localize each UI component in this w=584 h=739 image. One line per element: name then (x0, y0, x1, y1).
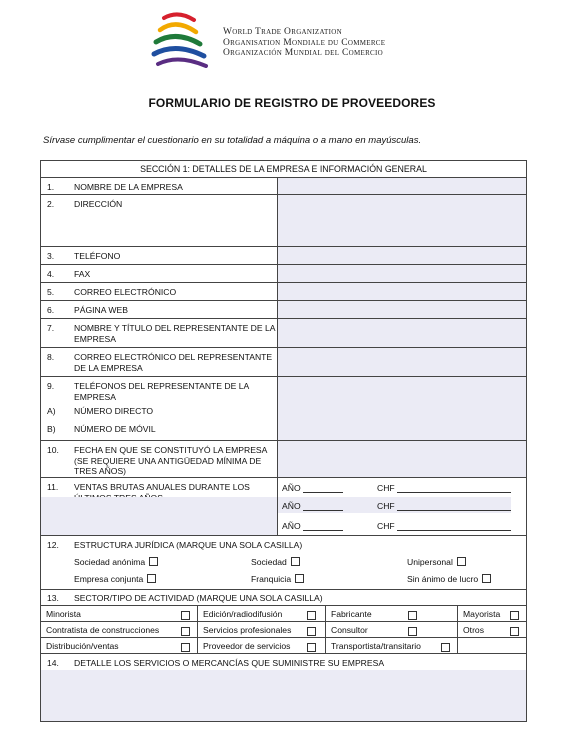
checkbox[interactable] (295, 574, 304, 583)
row-services-detail (41, 653, 526, 721)
row-number: 10. (47, 445, 59, 455)
representative-phones-field[interactable] (277, 377, 526, 440)
option-mayorista: Mayorista (463, 609, 501, 619)
option-unipersonal[interactable] (407, 557, 466, 567)
row-representative-name (41, 318, 526, 347)
row-label: ESTRUCTURA JURÍDICA (MARQUE UNA SOLA CASILLA) (74, 540, 303, 550)
checkbox-otros[interactable] (510, 627, 519, 636)
checkbox-minorista[interactable] (181, 611, 190, 620)
grid-divider (197, 606, 198, 653)
website-field[interactable] (277, 301, 526, 318)
row-label: DIRECCIÓN (74, 199, 123, 209)
org-name-en: World Trade Organization (223, 27, 342, 37)
fax-field[interactable] (277, 265, 526, 282)
year-label: AÑO (282, 521, 301, 531)
checkbox-mayorista[interactable] (510, 611, 519, 620)
representative-name-field[interactable] (277, 319, 526, 347)
organization-names (223, 27, 385, 59)
checkbox-servicios-profesionales[interactable] (307, 627, 316, 636)
checkbox-proveedor-servicios[interactable] (307, 643, 316, 652)
company-name-field[interactable] (277, 178, 526, 194)
grid-divider (457, 606, 458, 653)
row-number: 3. (47, 251, 55, 261)
logo-arc-yellow (160, 24, 196, 32)
row-website (41, 300, 526, 318)
row-fax (41, 264, 526, 282)
logo-arc-red (164, 14, 194, 20)
option-franquicia[interactable] (251, 574, 304, 584)
option-label: Empresa conjunta (74, 574, 144, 584)
option-label: Sociedad anónima (74, 557, 146, 567)
logo-arc-green (156, 36, 200, 44)
logo-arc-blue (154, 48, 204, 56)
row-founding-date (41, 440, 526, 477)
year-2-input[interactable] (303, 510, 343, 511)
option-edicion: Edición/radiodifusión (203, 609, 283, 619)
checkbox-edicion[interactable] (307, 611, 316, 620)
section-heading: SECCIÓN 1: DETALLES DE LA EMPRESA E INFORMACIÓN GENERAL (140, 164, 427, 174)
row-label: CORREO ELECTRÓNICO (74, 287, 177, 297)
checkbox-distribucion[interactable] (181, 643, 190, 652)
row-email (41, 282, 526, 300)
option-distribucion: Distribución/ventas (46, 641, 119, 651)
row-label: FECHA EN QUE SE CONSTITUYÓ LA EMPRESA (SE REQUIERE UNA ANTIGÜEDAD MÍNIMA DE TRES AÑOS) (74, 445, 267, 476)
option-consultor: Consultor (331, 625, 368, 635)
option-label: Franquicia (251, 574, 292, 584)
option-minorista: Minorista (46, 609, 81, 619)
row-number: 14. (47, 658, 59, 668)
sales-1-input[interactable] (397, 492, 511, 493)
checkbox-transportista[interactable] (441, 643, 450, 652)
option-contratista: Contratista de construcciones (46, 625, 160, 635)
form-instructions: Sírvase cumplimentar el cuestionario en su totalidad a máquina o a mano en mayúsculas. (43, 135, 422, 146)
option-fabricante: Fabricante (331, 609, 372, 619)
option-otros: Otros (463, 625, 485, 635)
row-legal-structure (41, 535, 526, 589)
row-number: 12. (47, 540, 59, 550)
option-sociedad[interactable] (251, 557, 300, 567)
row-representative-email (41, 347, 526, 376)
row-label: TELÉFONOS DEL REPRESENTANTE DE LA EMPRESA (74, 381, 249, 402)
row-annual-sales (41, 477, 526, 535)
row-label: DETALLE LOS SERVICIOS O MERCANCÍAS QUE SUMINISTRE SU EMPRESA (74, 658, 385, 668)
phone-field[interactable] (277, 247, 526, 264)
representative-email-field[interactable] (277, 348, 526, 376)
direct-number-label: NÚMERO DIRECTO (74, 406, 154, 416)
option-empresa-conjunta[interactable] (74, 574, 156, 584)
row-label: VENTAS BRUTAS ANUALES DURANTE LOS (74, 482, 250, 492)
row-number: 11. (47, 482, 59, 492)
row-label: PÁGINA WEB (74, 305, 128, 315)
checkbox[interactable] (149, 557, 158, 566)
logo-arc-purple (158, 59, 206, 66)
email-field[interactable] (277, 283, 526, 300)
org-name-es: Organización Mundial del Comercio (223, 48, 383, 58)
row-number: 4. (47, 269, 55, 279)
row-number: 13. (47, 593, 59, 603)
row-label: CORREO ELECTRÓNICO DEL REPRESENTANTE DE LA EMPRESA (74, 352, 273, 373)
registration-form (40, 160, 527, 722)
option-servicios-profesionales: Servicios profesionales (203, 625, 292, 635)
row-label: TELÉFONO (74, 251, 121, 261)
year-label: AÑO (282, 501, 301, 511)
checkbox-fabricante[interactable] (408, 611, 417, 620)
option-label: Sociedad (251, 557, 287, 567)
wto-logo (150, 12, 212, 68)
option-transportista: Transportista/transitario (331, 641, 421, 651)
form-title: FORMULARIO DE REGISTRO DE PROVEEDORES (148, 96, 436, 110)
year-3-input[interactable] (303, 530, 343, 531)
option-label: Sin ánimo de lucro (407, 574, 479, 584)
row-number: 8. (47, 352, 55, 362)
sub-number: B) (47, 424, 56, 434)
currency-label: CHF (377, 521, 395, 531)
founding-date-field[interactable] (277, 441, 526, 477)
option-sin-animo-de-lucro[interactable] (407, 574, 491, 584)
checkbox[interactable] (147, 574, 156, 583)
row-company-name (41, 177, 526, 194)
checkbox[interactable] (291, 557, 300, 566)
sector-options-grid (41, 605, 526, 653)
row-label: NOMBRE DE LA EMPRESA (74, 182, 183, 192)
option-sociedad-anonima[interactable] (74, 557, 158, 567)
address-field[interactable] (277, 195, 526, 246)
grid-divider (325, 606, 326, 653)
sub-number: A) (47, 406, 56, 416)
row-label: SECTOR/TIPO DE ACTIVIDAD (MARQUE UNA SOLA CASILLA) (74, 593, 323, 603)
row-label: NOMBRE Y TÍTULO DEL REPRESENTANTE DE LA EMPRESA (74, 323, 276, 344)
row-representative-phones (41, 376, 526, 440)
row-number: 7. (47, 323, 55, 333)
row-address (41, 194, 526, 246)
checkbox[interactable] (457, 557, 466, 566)
row-sector (41, 589, 526, 605)
grid-rule (41, 621, 526, 622)
year-label: AÑO (282, 483, 301, 493)
row-number: 1. (47, 182, 55, 192)
annual-sales-shading (41, 497, 277, 536)
option-proveedor-servicios: Proveedor de servicios (203, 641, 291, 651)
row-phone (41, 246, 526, 264)
checkbox[interactable] (482, 574, 491, 583)
grid-rule (41, 637, 526, 638)
currency-label: CHF (377, 501, 395, 511)
row-number: 2. (47, 199, 55, 209)
checkbox-consultor[interactable] (408, 627, 417, 636)
sales-2-input[interactable] (397, 510, 511, 511)
sales-3-input[interactable] (397, 530, 511, 531)
checkbox-contratista[interactable] (181, 627, 190, 636)
row-number: 6. (47, 305, 55, 315)
year-1-input[interactable] (303, 492, 343, 493)
row-number: 9. (47, 381, 55, 391)
org-name-fr: Organisation Mondiale du Commerce (223, 37, 386, 48)
mobile-number-label: NÚMERO DE MÓVIL (74, 424, 156, 434)
services-detail-field[interactable] (41, 670, 526, 721)
option-label: Unipersonal (407, 557, 453, 567)
row-label: FAX (74, 269, 91, 279)
currency-label: CHF (377, 483, 395, 493)
row-number: 5. (47, 287, 55, 297)
